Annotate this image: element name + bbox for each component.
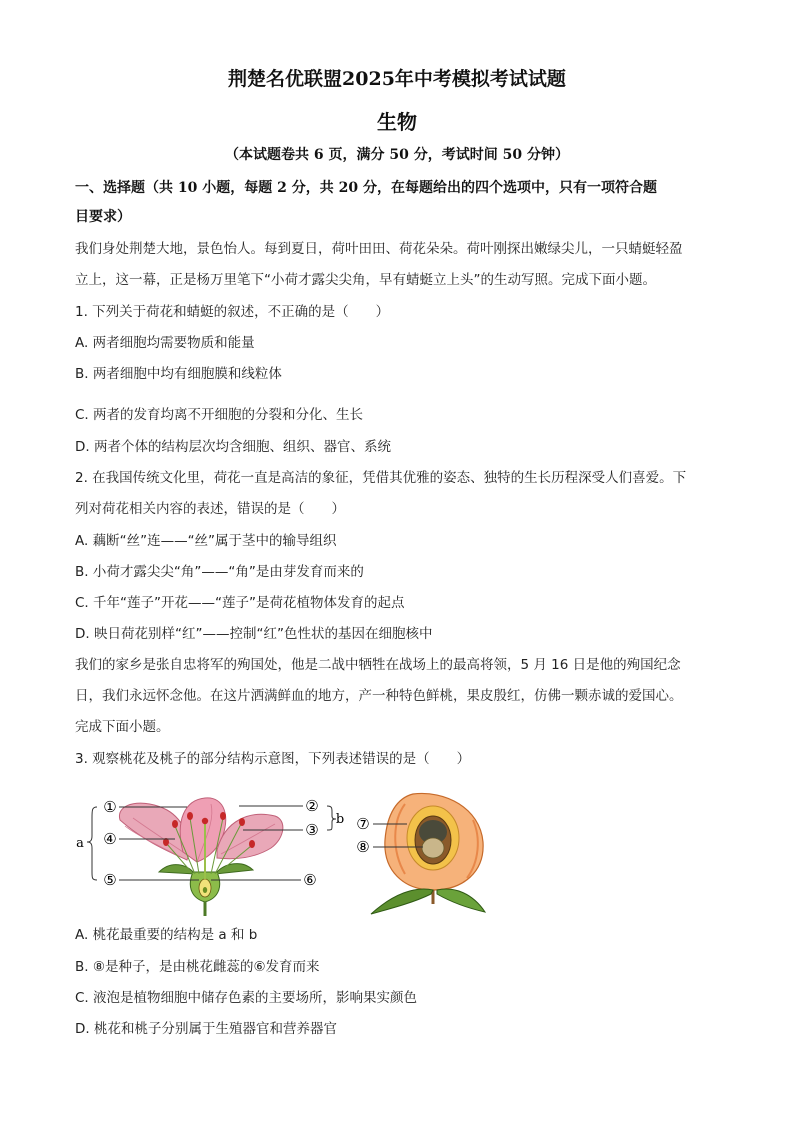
question-3-stem: 3. 观察桃花及桃子的部分结构示意图，下列表述错误的是（ ） bbox=[75, 751, 471, 767]
question-2-stem: 2. 在我国传统文化里，荷花一直是高洁的象征，凭借其优雅的姿态、独特的生长历程深受人们喜爱。下 bbox=[75, 470, 687, 486]
label-1: ① bbox=[103, 798, 117, 816]
label-2: ② bbox=[305, 797, 319, 815]
exam-title: 荆楚名优联盟2025年中考模拟考试试题 bbox=[228, 68, 566, 90]
exam-info: （本试题卷共 6 页，满分 50 分，考试时间 50 分钟） bbox=[225, 147, 569, 163]
label-3: ③ bbox=[305, 821, 319, 839]
label-4: ④ bbox=[103, 830, 117, 848]
label-a: a bbox=[76, 836, 84, 851]
label-b: b bbox=[335, 812, 345, 827]
question-1-stem: 1. 下列关于荷花和蜻蜓的叙述，不正确的是（ ） bbox=[75, 304, 390, 320]
question-3-option-a: A. 桃花最重要的结构是 a 和 b bbox=[75, 927, 258, 943]
question-1-option-c: C. 两者的发育均离不开细胞的分裂和分化、生长 bbox=[75, 407, 364, 423]
passage-1-line-1: 我们身处荆楚大地，景色怡人。每到夏日，荷叶田田、荷花朵朵。荷叶刚探出嫩绿尖儿，一只蜻蜓轻盈 bbox=[75, 241, 683, 257]
label-5: ⑤ bbox=[103, 871, 117, 889]
passage-1-line-2: 立上，这一幕，正是杨万里笔下“小荷才露尖尖角，早有蜻蜓立上头”的生动写照。完成下面小题。 bbox=[75, 272, 656, 288]
peach-structure-figure bbox=[75, 790, 495, 920]
peach-flower-illustration bbox=[119, 798, 282, 916]
question-2-stem-cont: 列对荷花相关内容的表述，错误的是（ ） bbox=[75, 501, 345, 517]
question-3-option-b: B. ⑧是种子，是由桃花雌蕊的⑥发育而来 bbox=[75, 959, 320, 975]
question-3-option-c: C. 液泡是植物细胞中储存色素的主要场所，影响果实颜色 bbox=[75, 990, 418, 1006]
subject-title: 生物 bbox=[377, 110, 417, 134]
passage-2-line-3: 完成下面小题。 bbox=[75, 719, 170, 735]
peach-fruit-illustration bbox=[371, 793, 485, 914]
question-1-option-a: A. 两者细胞均需要物质和能量 bbox=[75, 335, 255, 351]
passage-2-line-1: 我们的家乡是张自忠将军的殉国处，他是二战中牺牲在战场上的最高将领，5 月 16 日是他的殉国纪念 bbox=[75, 657, 681, 673]
section-heading-cont: 目要求） bbox=[75, 209, 131, 225]
question-3-option-d: D. 桃花和桃子分别属于生殖器官和营养器官 bbox=[75, 1021, 337, 1037]
label-7: ⑦ bbox=[356, 815, 370, 833]
label-6: ⑥ bbox=[303, 871, 317, 889]
passage-2-line-2: 日，我们永远怀念他。在这片洒满鲜血的地方，产一种特色鲜桃，果皮殷红，仿佛一颗赤诚的爱国心。 bbox=[75, 688, 683, 704]
question-2-option-a: A. 藕断“丝”连——“丝”属于茎中的输导组织 bbox=[75, 533, 337, 549]
question-2-option-d: D. 映日荷花别样“红”——控制“红”色性状的基因在细胞核中 bbox=[75, 626, 433, 642]
section-heading: 一、选择题（共 10 小题，每题 2 分，共 20 分，在每题给出的四个选项中，只有一项符合题 bbox=[75, 180, 657, 196]
label-8: ⑧ bbox=[356, 838, 370, 856]
question-2-option-c: C. 千年“莲子”开花——“莲子”是荷花植物体发育的起点 bbox=[75, 595, 405, 611]
question-1-option-d: D. 两者个体的结构层次均含细胞、组织、器官、系统 bbox=[75, 439, 391, 455]
question-2-option-b: B. 小荷才露尖尖“角”——“角”是由芽发育而来的 bbox=[75, 564, 364, 580]
question-1-option-b: B. 两者细胞中均有细胞膜和线粒体 bbox=[75, 366, 282, 382]
